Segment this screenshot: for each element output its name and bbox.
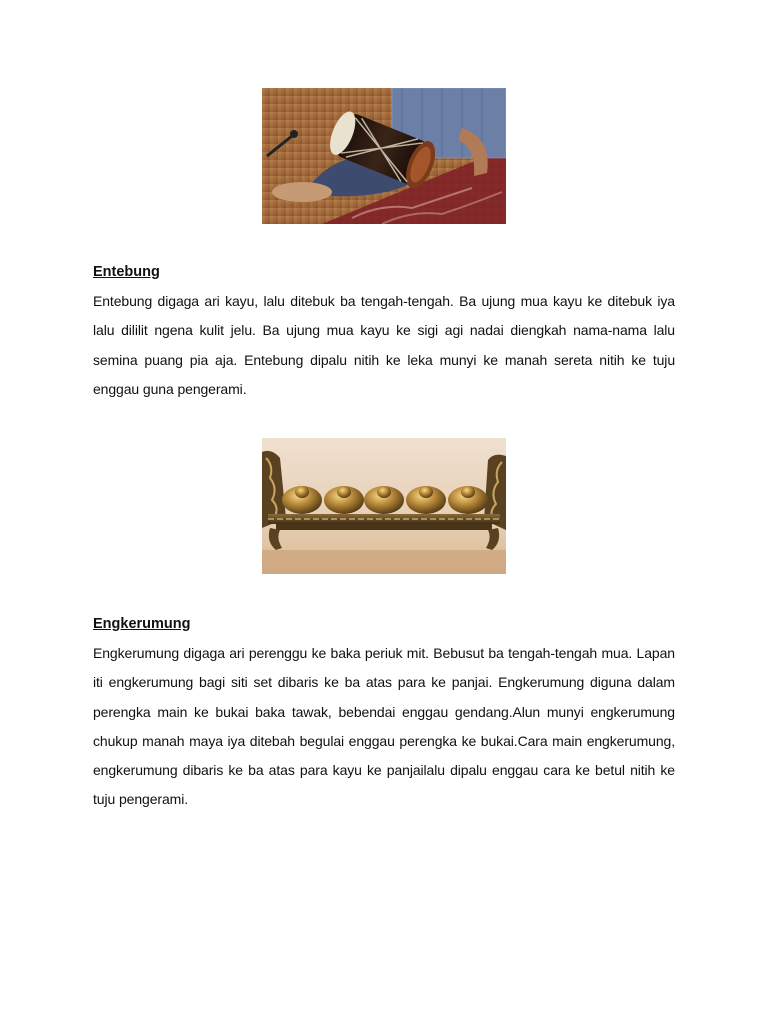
section-heading: Engkerumung [93, 616, 191, 632]
engkerumung-gong-photo [262, 438, 506, 574]
gong-set-photo-illustration [262, 438, 506, 574]
section-entebung [93, 262, 675, 404]
section-engkerumung [93, 614, 675, 815]
section-heading: Entebung [93, 264, 160, 280]
section-body-text: Engkerumung digaga ari perenggu ke baka periuk mit. Bebusut ba tengah-tengah mua. Lapan iti engkerumung bagi siti set dibaris ke ba atas para ke panjai. Engkerumung diguna dalam perengka main ke bukai baka tawak, bebendai enggau gendang.Alun munyi engkerumung chukup manah maya iya ditebah begulai enggau perengka ke bukai.Cara main engkerumung, engkerumung dibaris ke ba atas para kayu ke panjailalu dipalu enggau cara ke betul nitih ke tuju pengerami. [93, 645, 675, 808]
section-body-text: Entebung digaga ari kayu, lalu ditebuk ba tengah-tengah. Ba ujung mua kayu ke ditebuk iya lalu dililit ngena kulit jelu. Ba ujung mua kayu ke sigi agi nadai diengkah nama-nama lalu semina puang pia aja. Entebung dipalu nitih ke leka munyi ke manah sereta nitih ke tuju enggau guna pengerami. [93, 293, 675, 397]
drum-photo-illustration [262, 88, 506, 224]
entebung-drum-photo [262, 88, 506, 224]
